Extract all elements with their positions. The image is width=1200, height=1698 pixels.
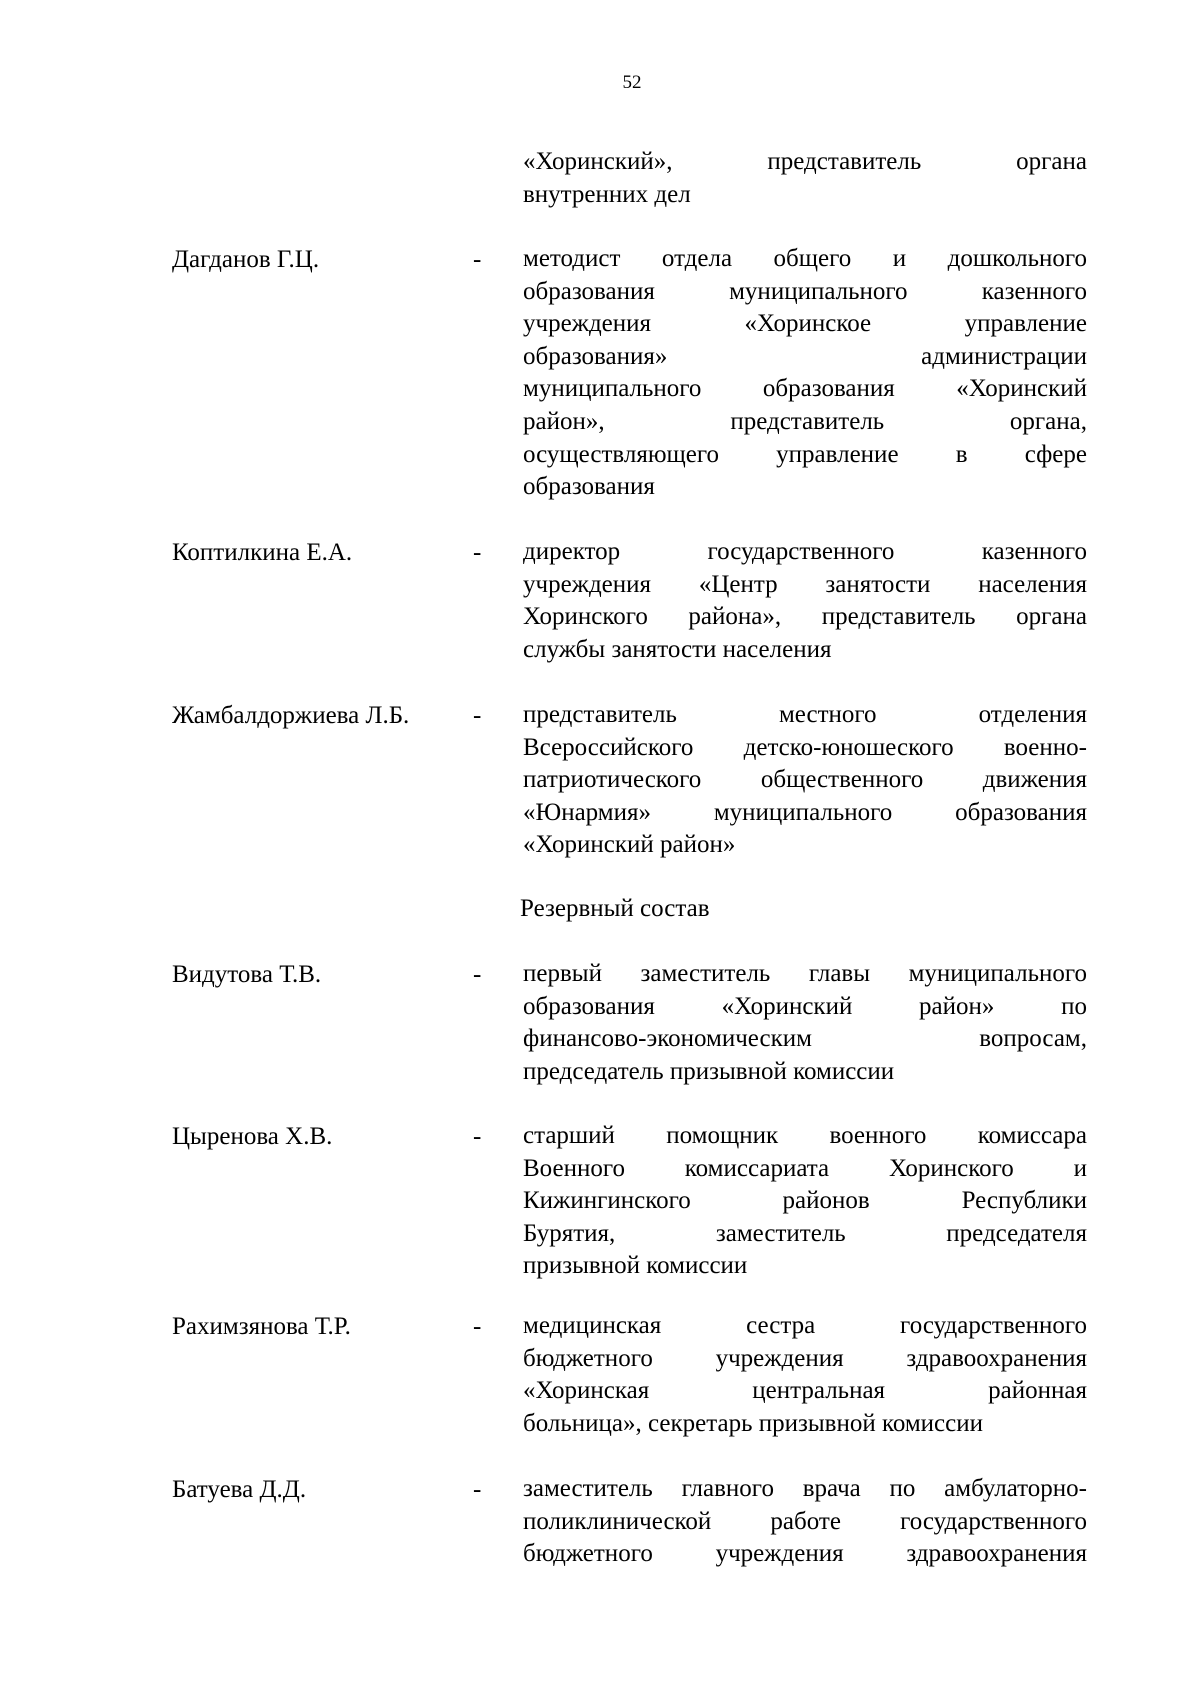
description-line: председатель призывной комиссии xyxy=(523,1057,895,1085)
page-number: 52 xyxy=(622,72,642,93)
description-line: муниципального образования «Хоринский xyxy=(523,375,1087,403)
description-line: патриотического общественного движения xyxy=(523,766,1087,794)
description-line: «Юнармия» муниципального образования xyxy=(523,798,1087,826)
description-line: «Хоринская центральная районная xyxy=(523,1377,1087,1405)
entry-dash: - xyxy=(473,1313,482,1340)
entry-dash: - xyxy=(473,1476,482,1503)
description-line: образования «Хоринский район» по xyxy=(523,992,1087,1020)
description-line: учреждения «Центр занятости населения xyxy=(523,570,1087,598)
entry-description xyxy=(523,958,1087,1088)
description-line: старший помощник военного комиссара xyxy=(523,1122,1087,1149)
entry-description xyxy=(523,243,1087,504)
description-line: образования муниципального казенного xyxy=(523,277,1087,305)
description-line: методист отдела общего и дошкольного xyxy=(523,245,1087,272)
entry-description xyxy=(523,536,1087,666)
description-line: Хоринского района», представитель органа xyxy=(523,603,1087,631)
description-line: внутренних дел xyxy=(523,180,691,208)
member-name: Дагданов Г.Ц. xyxy=(172,246,320,273)
description-line: заместитель главного врача по амбулаторно- xyxy=(523,1475,1087,1502)
description-line: осуществляющего управление в сфере xyxy=(523,440,1087,468)
description-line: директор государственного казенного xyxy=(523,538,1087,565)
member-name: Цыренова Х.В. xyxy=(172,1123,333,1150)
member-name: Рахимзянова Т.Р. xyxy=(172,1313,351,1340)
description-line: образования» администрации xyxy=(523,342,1087,370)
description-line: бюджетного учреждения здравоохранения xyxy=(523,1344,1087,1372)
entry-dash: - xyxy=(473,702,482,729)
description-line: Военного комиссариата Хоринского и xyxy=(523,1154,1087,1182)
description-line: службы занятости населения xyxy=(523,635,832,663)
entry-dash: - xyxy=(473,539,482,566)
description-line: район», представитель органа, xyxy=(523,407,1087,435)
entry-dash: - xyxy=(473,961,482,988)
description-line: бюджетного учреждения здравоохранения xyxy=(523,1540,1087,1568)
section-title-reserve: Резервный состав xyxy=(520,895,710,922)
entry-description xyxy=(523,699,1087,862)
entry-description xyxy=(523,1310,1087,1440)
description-line: первый заместитель главы муниципального xyxy=(523,960,1087,987)
description-line: финансово-экономическим вопросам, xyxy=(523,1025,1087,1053)
member-name: Жамбалдоржиева Л.Б. xyxy=(172,702,410,729)
description-line: «Хоринский район» xyxy=(523,831,736,859)
description-line: Кижингинского районов Республики xyxy=(523,1187,1087,1215)
member-name: Видутова Т.В. xyxy=(172,961,322,988)
description-line: Бурятия, заместитель председателя xyxy=(523,1219,1087,1247)
entry-dash: - xyxy=(473,1123,482,1150)
member-name: Батуева Д.Д. xyxy=(172,1476,307,1503)
description-line: медицинская сестра государственного xyxy=(523,1312,1087,1339)
member-name: Коптилкина Е.А. xyxy=(172,539,353,566)
description-line: призывной комиссии xyxy=(523,1252,748,1280)
entry-description xyxy=(523,1120,1087,1283)
entry-description xyxy=(523,146,1087,211)
description-line: «Хоринский», представитель органа xyxy=(523,148,1087,175)
description-line: образования xyxy=(523,473,655,501)
description-line: больница», секретарь призывной комиссии xyxy=(523,1409,984,1437)
description-line: представитель местного отделения xyxy=(523,701,1087,728)
description-line: Всероссийского детско-юношеского военно- xyxy=(523,733,1087,761)
description-line: поликлинической работе государственного xyxy=(523,1507,1087,1535)
description-line: учреждения «Хоринское управление xyxy=(523,310,1087,338)
entry-description xyxy=(523,1473,1087,1571)
entry-dash: - xyxy=(473,246,482,273)
